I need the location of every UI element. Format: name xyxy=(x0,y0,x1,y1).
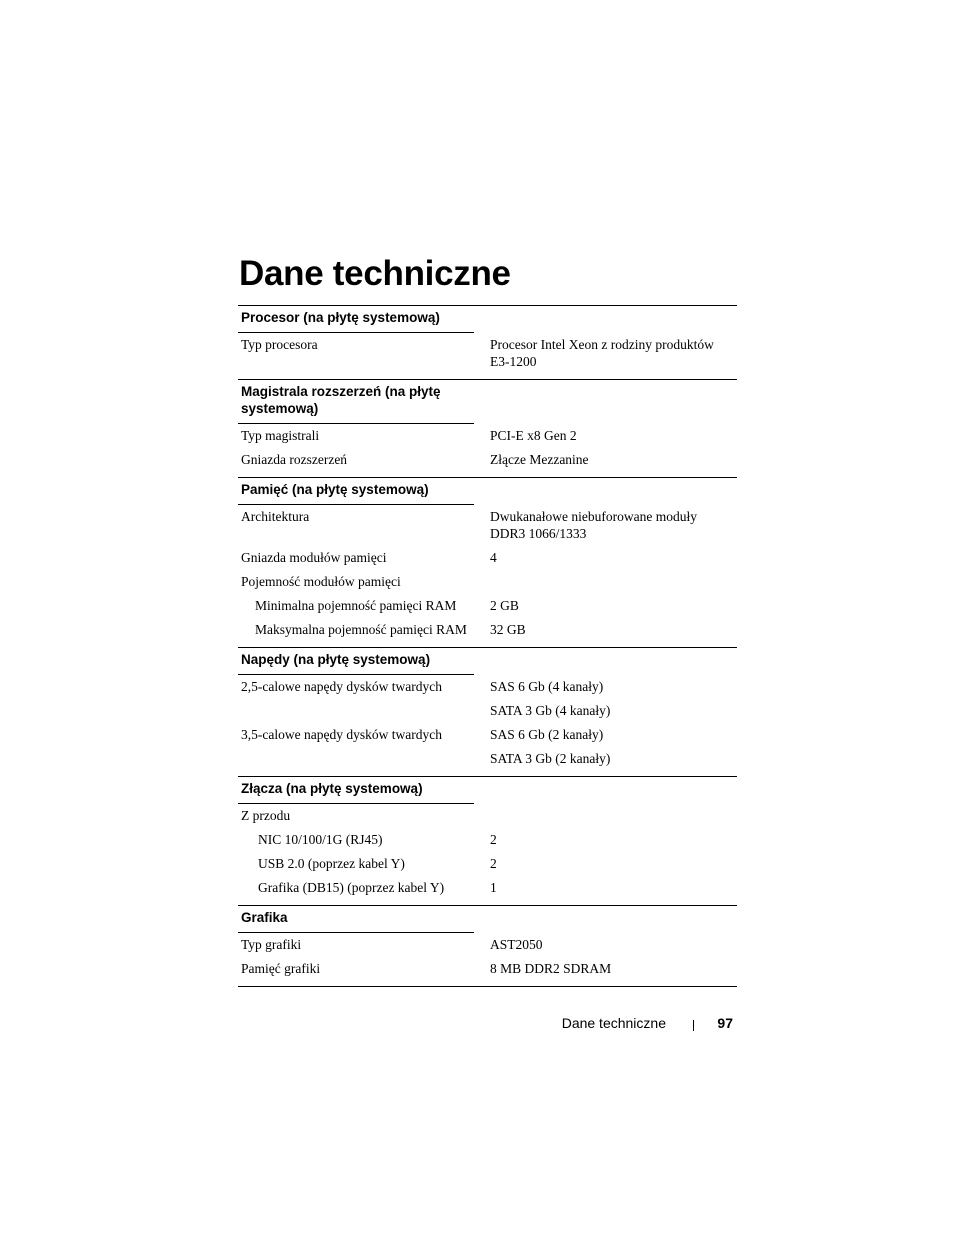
spec-label: 3,5-calowe napędy dysków twardych xyxy=(241,727,442,742)
section-connectors xyxy=(238,776,737,905)
spec-label: Gniazda rozszerzeń xyxy=(241,452,348,467)
spec-value xyxy=(487,807,728,824)
spec-label: Typ procesora xyxy=(241,337,318,352)
spec-row xyxy=(238,336,737,377)
spec-value: 8 MB DDR2 SDRAM xyxy=(490,961,612,976)
spec-label: 2,5-calowe napędy dysków twardych xyxy=(241,679,442,694)
spec-value: 32 GB xyxy=(490,622,526,637)
spec-label xyxy=(238,702,487,719)
spec-value: AST2050 xyxy=(490,937,543,952)
section-heading: Grafika xyxy=(238,906,474,933)
spec-value: 2 xyxy=(490,832,497,847)
spec-label: Gniazda modułów pamięci xyxy=(241,550,387,565)
section-drives xyxy=(238,647,737,776)
spec-label: Maksymalna pojemność pamięci RAM xyxy=(255,622,467,637)
spec-value: 2 GB xyxy=(490,598,519,613)
spec-label: NIC 10/100/1G (RJ45) xyxy=(258,832,383,847)
spec-value: SATA 3 Gb (4 kanały) xyxy=(490,703,611,718)
spec-row xyxy=(238,427,737,451)
spec-value: 1 xyxy=(490,880,497,895)
spec-row xyxy=(238,960,737,984)
spec-row xyxy=(238,750,737,774)
section-memory xyxy=(238,477,737,647)
section-processor xyxy=(238,305,737,379)
spec-row xyxy=(238,451,737,475)
spec-value: 4 xyxy=(490,550,497,565)
spec-label: USB 2.0 (poprzez kabel Y) xyxy=(258,856,405,871)
footer-separator xyxy=(693,1020,694,1031)
spec-value: Dwukanałowe niebuforowane moduły DDR3 1066/1333 xyxy=(490,509,697,541)
spec-row xyxy=(238,621,737,645)
page-number: 97 xyxy=(717,1015,733,1031)
spec-row xyxy=(238,508,737,549)
spec-label: Architektura xyxy=(241,509,310,524)
spec-value: Złącze Mezzanine xyxy=(490,452,589,467)
spec-value xyxy=(487,573,728,590)
section-heading: Magistrala rozszerzeń (na płytę systemową) xyxy=(238,380,474,424)
spec-label: Typ magistrali xyxy=(241,428,320,443)
section-expansion-bus xyxy=(238,379,737,477)
spec-row xyxy=(238,549,737,573)
spec-value: SATA 3 Gb (2 kanały) xyxy=(490,751,611,766)
spec-value: PCI-E x8 Gen 2 xyxy=(490,428,577,443)
spec-label: Z przodu xyxy=(241,808,291,823)
page-footer xyxy=(0,1015,954,1035)
spec-row xyxy=(238,807,737,831)
spec-row xyxy=(238,678,737,702)
footer-section-title: Dane techniczne xyxy=(561,1015,666,1031)
spec-value: Procesor Intel Xeon z rodziny produktów E3-1200 xyxy=(490,337,714,369)
spec-value: SAS 6 Gb (4 kanały) xyxy=(490,679,604,694)
section-heading: Złącza (na płytę systemową) xyxy=(238,777,474,804)
section-heading: Procesor (na płytę systemową) xyxy=(238,306,474,333)
spec-label: Typ grafiki xyxy=(241,937,302,952)
section-heading: Pamięć (na płytę systemową) xyxy=(238,478,474,505)
spec-row xyxy=(238,855,737,879)
page-title: Dane techniczne xyxy=(239,254,511,293)
spec-row xyxy=(238,879,737,903)
spec-value: SAS 6 Gb (2 kanały) xyxy=(490,727,604,742)
spec-row xyxy=(238,573,737,597)
spec-row xyxy=(238,702,737,726)
spec-label: Minimalna pojemność pamięci RAM xyxy=(255,598,457,613)
spec-row xyxy=(238,726,737,750)
section-heading: Napędy (na płytę systemową) xyxy=(238,648,474,675)
spec-row xyxy=(238,831,737,855)
spec-row xyxy=(238,936,737,960)
spec-table xyxy=(238,305,737,987)
spec-label xyxy=(238,750,487,767)
spec-row xyxy=(238,597,737,621)
section-graphics xyxy=(238,905,737,987)
spec-label: Pamięć grafiki xyxy=(241,961,321,976)
spec-value: 2 xyxy=(490,856,497,871)
spec-label: Grafika (DB15) (poprzez kabel Y) xyxy=(258,880,445,895)
spec-label: Pojemność modułów pamięci xyxy=(241,574,401,589)
